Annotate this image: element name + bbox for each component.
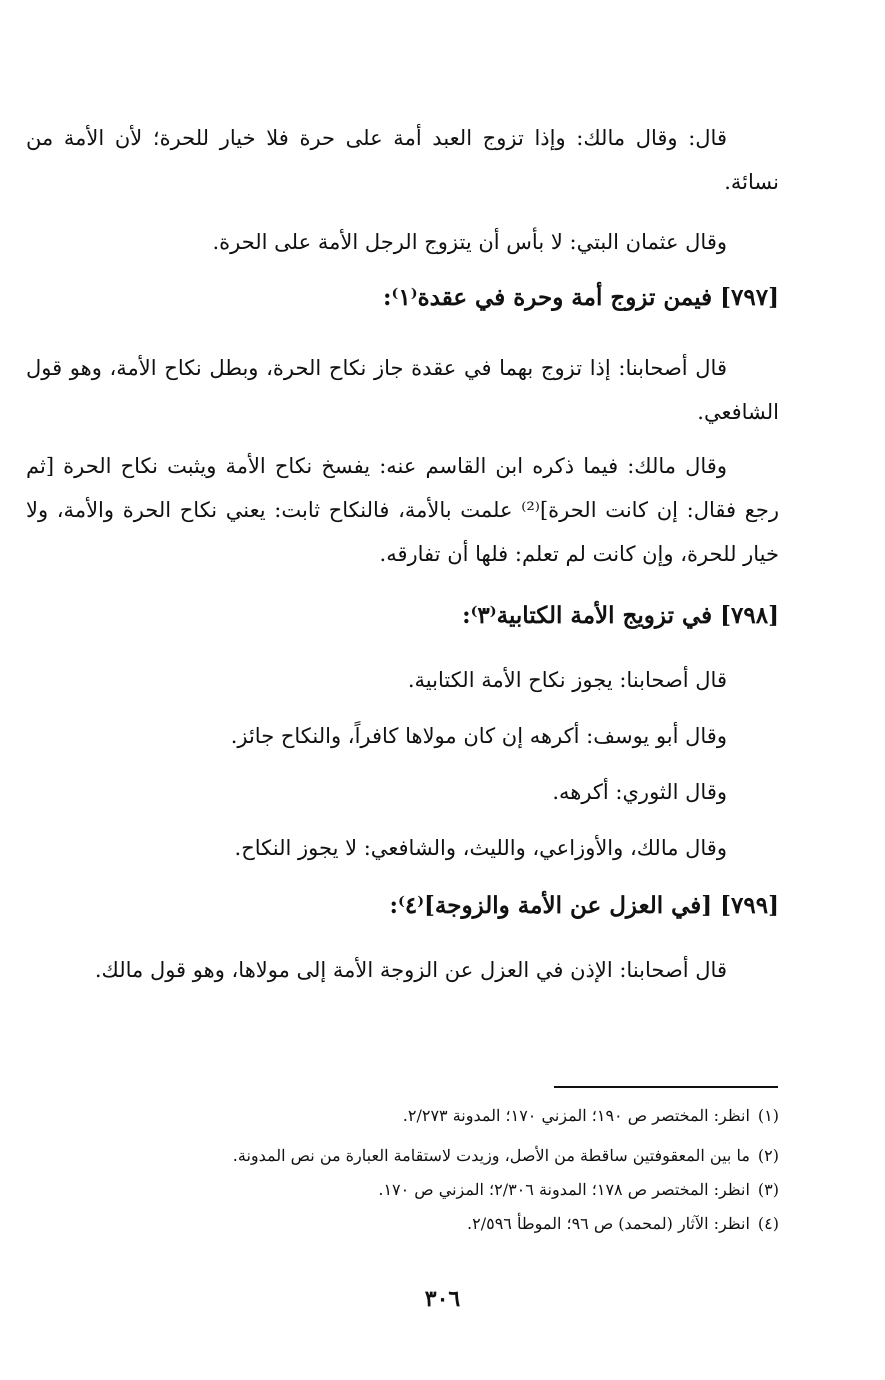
footnote-number: (١) bbox=[757, 1106, 779, 1125]
paragraph-ashabuna-798: قال أصحابنا: يجوز نكاح الأمة الكتابية. bbox=[407, 668, 727, 692]
footnote-3 bbox=[378, 1180, 779, 1200]
paragraph-malik-awzai: وقال مالك، والأوزاعي، والليث، والشافعي: لا يجوز النكاح. bbox=[234, 836, 727, 860]
footnote-text: انظر: المختصر ص ١٧٨؛ المدونة ٢/٣٠٦؛ المزني ص ١٧٠. bbox=[378, 1180, 750, 1199]
paragraph-ashabuna-797: قال أصحابنا: إذا تزوج بهما في عقدة جاز نكاح الحرة، وبطل نكاح الأمة، وهو قول الشافعي. bbox=[26, 356, 779, 424]
footnote-number: (٤) bbox=[757, 1214, 779, 1233]
heading-section-797: [٧٩٧] فيمن تزوج أمة وحرة في عقدة⁽١⁾: bbox=[383, 284, 779, 311]
footnote-separator bbox=[554, 1086, 778, 1088]
paragraph-abu-yusuf: وقال أبو يوسف: أكرهه إن كان مولاها كافراً، والنكاح جائز. bbox=[230, 724, 727, 748]
footnote-text: انظر: الآثار (لمحمد) ص ٩٦؛ الموطأ ٢/٥٩٦. bbox=[467, 1214, 750, 1233]
heading-section-798: [٧٩٨] في تزويج الأمة الكتابية⁽٣⁾: bbox=[462, 602, 779, 629]
footnote-1 bbox=[403, 1106, 779, 1126]
paragraph-thawri: وقال الثوري: أكرهه. bbox=[552, 780, 727, 804]
paragraph-uthman-batti: وقال عثمان البتي: لا بأس أن يتزوج الرجل الأمة على الحرة. bbox=[212, 230, 727, 254]
page-number: ٣٠٦ bbox=[424, 1286, 461, 1312]
footnote-number: (٢) bbox=[757, 1146, 779, 1165]
footnote-text: ما بين المعقوفتين ساقطة من الأصل، وزيدت لاستقامة العبارة من نص المدونة. bbox=[232, 1146, 750, 1165]
footnote-2 bbox=[233, 1146, 779, 1166]
footnote-number: (٣) bbox=[757, 1180, 779, 1199]
paragraph-malik-ibn-qasim: وقال مالك: فيما ذكره ابن القاسم عنه: يفسخ نكاح الأمة ويثبت نكاح الحرة [ثم رجع فقال: إن كانت الحرة]⁽²⁾ علمت بالأمة، فالنكاح ثابت: يعني نكاح الحرة والأمة، ولا خيار للحرة، وإن كانت لم تعلم: فلها أن تفارقه. bbox=[26, 454, 780, 566]
paragraph-ashabuna-799: قال أصحابنا: الإذن في العزل عن الزوجة الأمة إلى مولاها، وهو قول مالك. bbox=[94, 958, 727, 982]
footnote-4 bbox=[467, 1214, 779, 1234]
footnote-text: انظر: المختصر ص ١٩٠؛ المزني ١٧٠؛ المدونة ٢/٢٧٣. bbox=[402, 1106, 750, 1125]
paragraph-malik-slave-marriage: قال: وقال مالك: وإذا تزوج العبد أمة على حرة فلا خيار للحرة؛ لأن الأمة من نسائة. bbox=[26, 126, 779, 194]
heading-section-799: [٧٩٩] [في العزل عن الأمة والزوجة]⁽٤⁾: bbox=[389, 892, 779, 919]
